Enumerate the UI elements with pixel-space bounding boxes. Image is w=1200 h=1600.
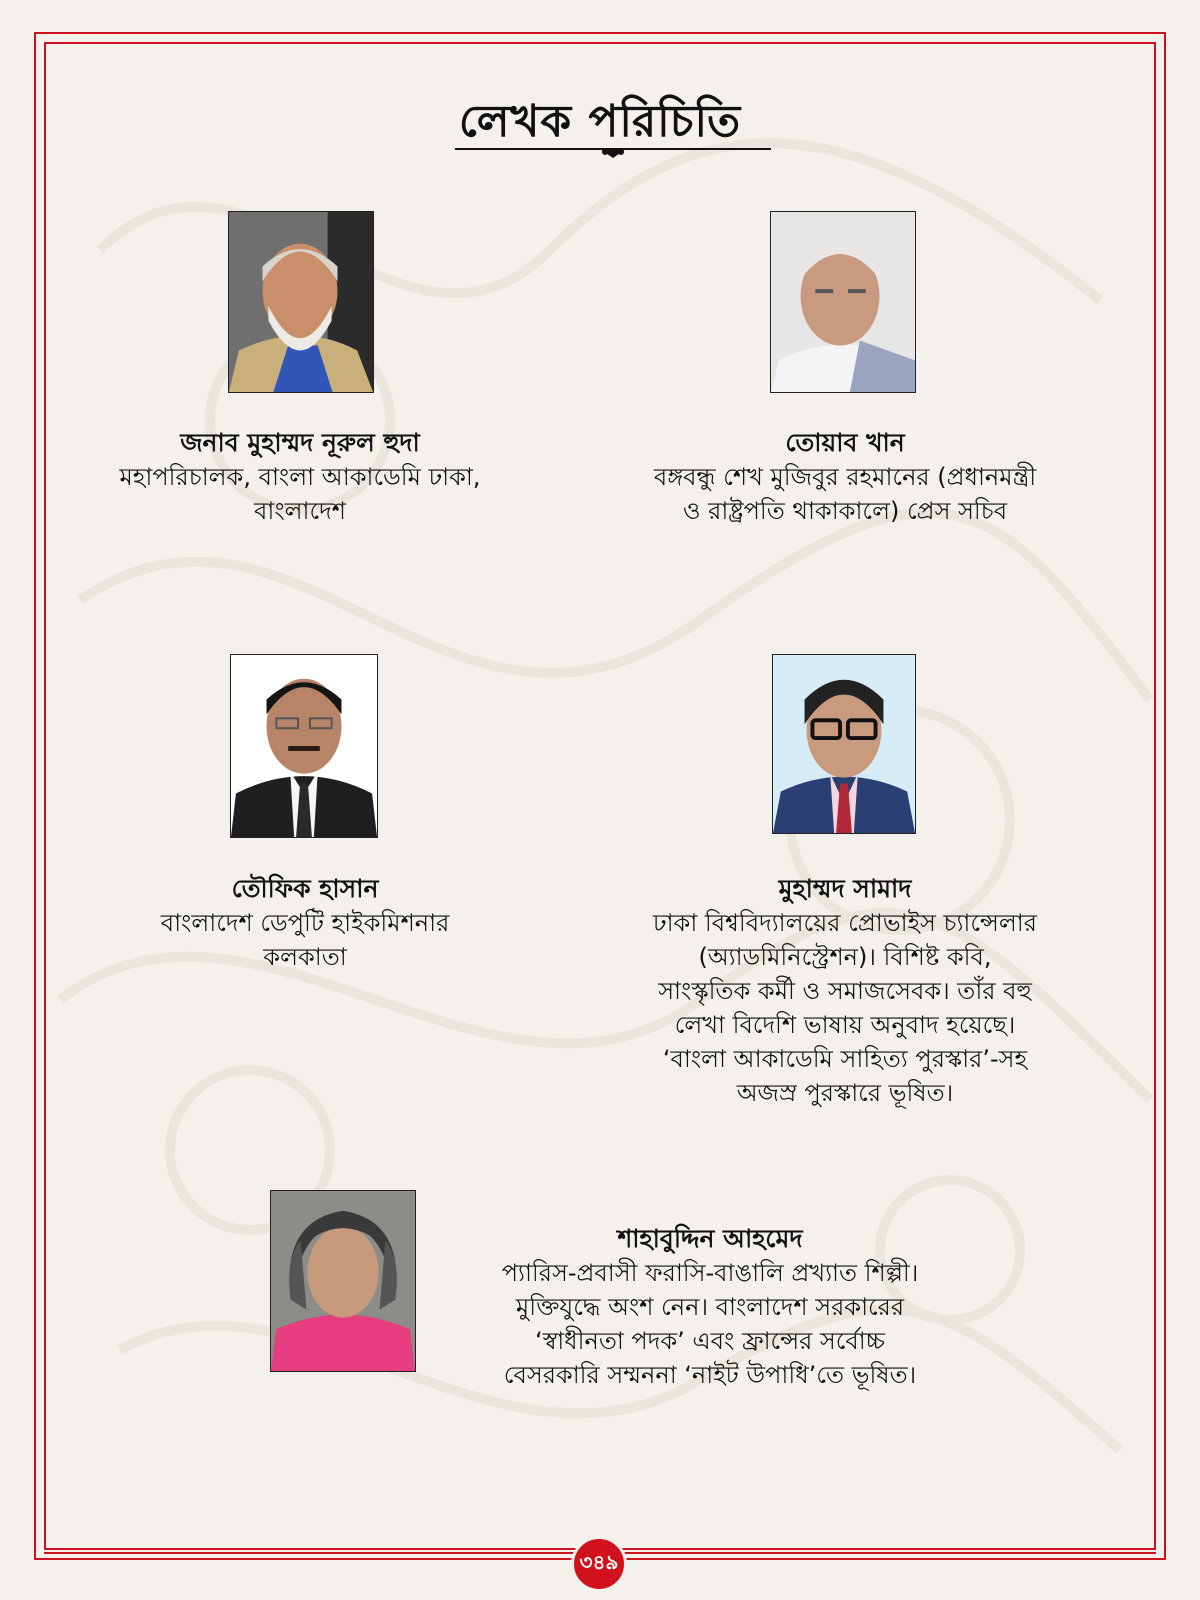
author-desc-4-line-4: লেখা বিদেশি ভাষায় অনুবাদ হয়েছে।	[674, 1011, 1016, 1039]
author-desc-5-line-4: বেসরকারি সম্মননা ‘নাইট উপাধি’তে ভূষিত।	[503, 1361, 917, 1389]
page-number-badge: ৩৪৯	[571, 1536, 627, 1592]
page-title: লেখক পরিচিতি	[458, 96, 742, 147]
author-desc-4-line-2: (অ্যাডমিনিস্ট্রেশন)। বিশিষ্ট কবি,	[698, 943, 992, 971]
author-name-5: শাহাবুদ্দিন আহমেদ	[617, 1224, 803, 1253]
author-desc-2-line-2: ও রাষ্ট্রপতি থাকাকালে) প্রেস সচিব	[682, 497, 1008, 525]
author-photo-2	[770, 211, 916, 393]
author-block-5	[460, 1222, 960, 1392]
author-block-4	[610, 872, 1080, 1110]
author-desc-4-line-5: ‘বাংলা আকাডেমি সাহিত্য পুরস্কার’-সহ	[662, 1045, 1028, 1073]
title-ornament	[455, 146, 771, 160]
author-desc-4-line-6: অজস্র পুরস্কারে ভূষিত।	[736, 1079, 954, 1107]
author-desc-3-line-2: কলকাতা	[263, 943, 347, 971]
author-desc-2-line-1: বঙ্গবন্ধু শেখ মুজিবুর রহমানের (প্রধানমন্ত্রী	[653, 463, 1037, 491]
author-name-2: তোয়াব খান	[785, 428, 905, 457]
author-desc-1-line-2: বাংলাদেশ	[254, 497, 346, 525]
author-block-2	[610, 426, 1080, 528]
author-desc-4-line-1: ঢাকা বিশ্ববিদ্যালয়ের প্রোভাইস চ্যান্সেলার	[653, 909, 1037, 937]
author-desc-3-line-1: বাংলাদেশ ডেপুটি হাইকমিশনার	[160, 909, 450, 937]
author-photo-3	[230, 654, 378, 838]
author-desc-1-line-1: মহাপরিচালক, বাংলা আকাডেমি ঢাকা,	[119, 463, 481, 491]
author-block-1	[90, 426, 510, 528]
author-block-3	[110, 872, 500, 974]
author-desc-5-line-1: প্যারিস-প্রবাসী ফরাসি-বাঙালি প্রখ্যাত শিল্পী।	[501, 1259, 919, 1287]
author-name-3: তৌফিক হাসান	[231, 874, 379, 903]
author-name-1: জনাব মুহাম্মদ নূরুল হুদা	[180, 428, 420, 457]
author-desc-5-line-2: মুক্তিযুদ্ধে অংশ নেন। বাংলাদেশ সরকারের	[515, 1293, 905, 1321]
author-photo-4	[772, 654, 916, 834]
author-photo-1	[228, 211, 374, 393]
author-desc-4-line-3: সাংস্কৃতিক কর্মী ও সমাজসেবক। তাঁর বহু	[658, 977, 1032, 1005]
author-photo-5	[270, 1190, 416, 1372]
author-name-4: মুহাম্মদ সামাদ	[778, 874, 912, 903]
author-desc-5-line-3: ‘স্বাধীনতা পদক’ এবং ফ্রান্সের সর্বোচ্চ	[534, 1327, 885, 1355]
